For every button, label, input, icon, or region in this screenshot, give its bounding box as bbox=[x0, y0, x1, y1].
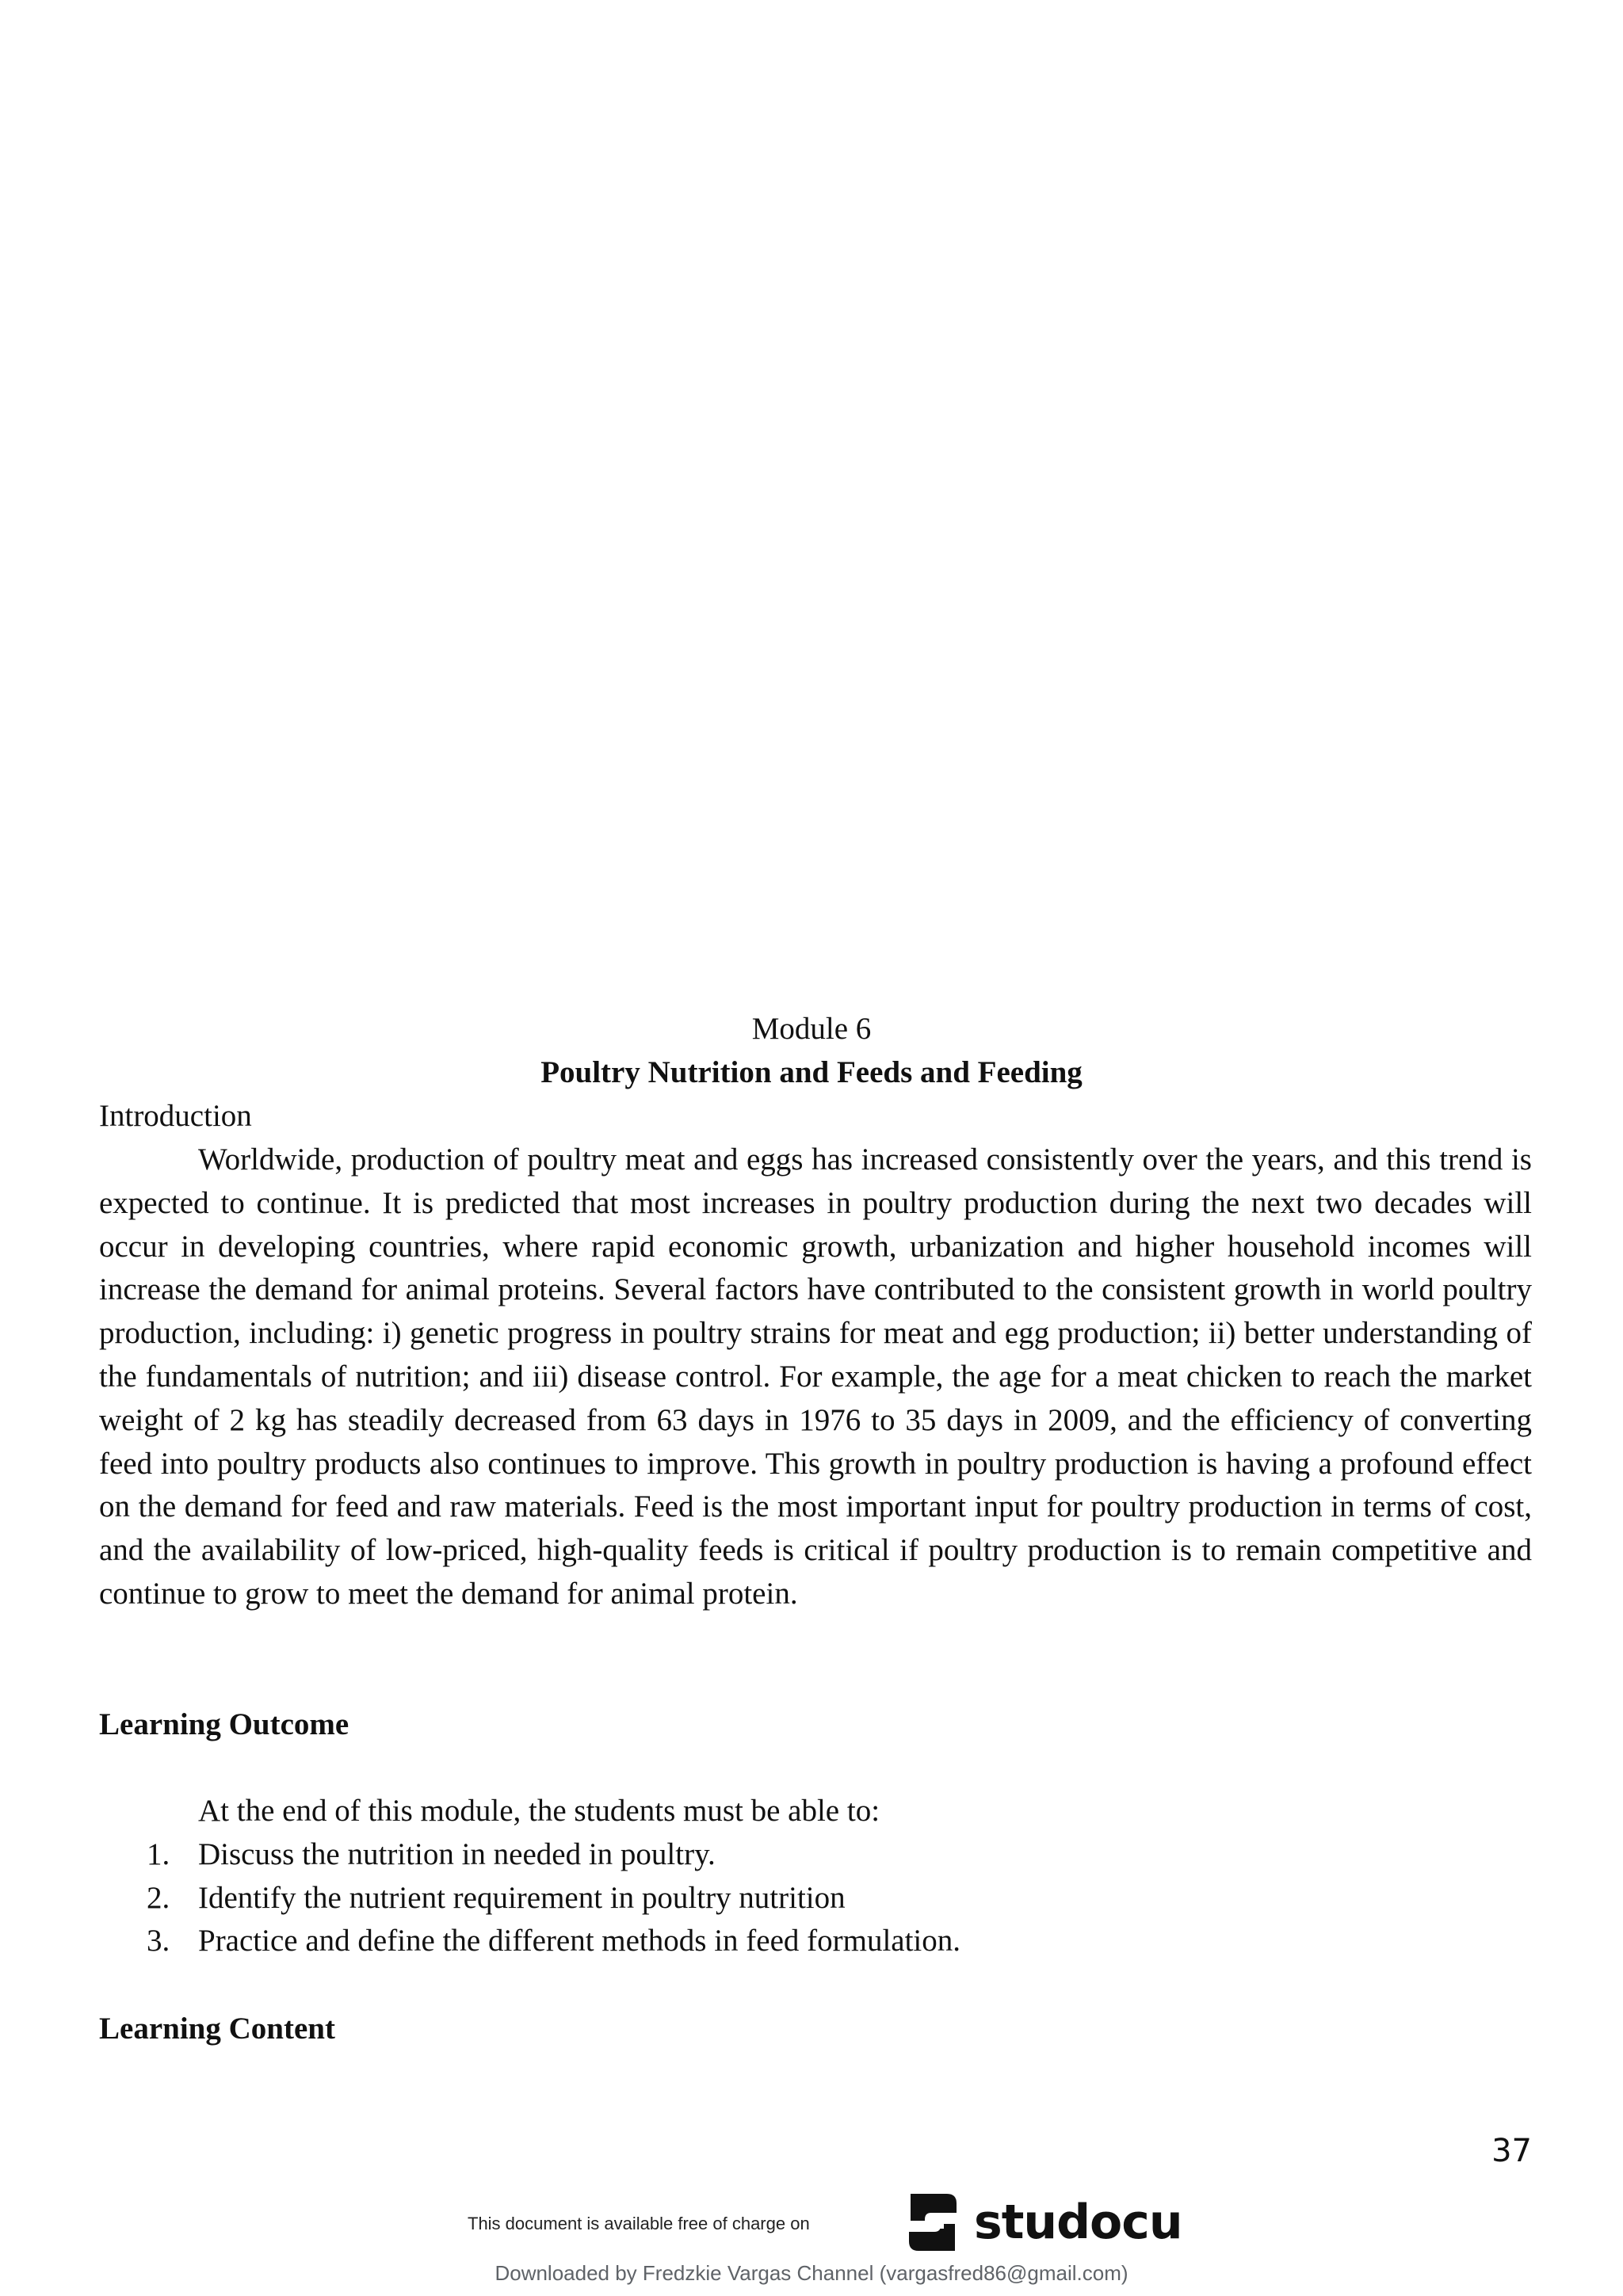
learning-outcome-list bbox=[99, 1833, 1532, 1963]
list-item-text: Identify the nutrient requirement in poultry nutrition bbox=[198, 1880, 846, 1915]
introduction-paragraph: Worldwide, production of poultry meat and eggs has increased consistently over the years, and this trend is expected to continue. It is predicted that most increases in poultry production during the next two decades will occur in developing countries, where rapid economic growth, urbanization and higher household incomes will increase the demand for animal proteins. Several factors have contributed to the consistent growth in world poultry production, including: i) genetic progress in poultry strains for meat and egg production; ii) better understanding of the fundamentals of nutrition; and iii) disease control. For example, the age for a meat chicken to reach the market weight of 2 kg has steadily decreased from 63 days in 1976 to 35 days in 2009, and the efficiency of converting feed into poultry products also continues to improve. This growth in poultry production is having a profound effect on the demand for feed and raw materials. Feed is the most important input for poultry production in terms of cost, and the availability of low-priced, high-quality feeds is critical if poultry production is to remain competitive and continue to grow to meet the demand for animal protein. bbox=[99, 1142, 1532, 1611]
list-item bbox=[99, 1833, 1532, 1877]
list-item-text: Practice and define the different methods in feed formulation. bbox=[198, 1924, 961, 1958]
list-item-number: 1. bbox=[147, 1837, 170, 1871]
learning-outcome-intro: At the end of this module, the students must be able to: bbox=[198, 1794, 880, 1828]
studocu-logo[interactable] bbox=[899, 2187, 1182, 2258]
footer-downloaded-text: Downloaded by Fredzkie Vargas Channel (vargasfred86@gmail.com) bbox=[495, 2261, 1128, 2285]
list-item-number: 3. bbox=[147, 1924, 170, 1958]
introduction-heading: Introduction bbox=[99, 1099, 252, 1133]
learning-content-heading: Learning Content bbox=[99, 2012, 335, 2046]
list-item bbox=[99, 1877, 1532, 1920]
studocu-brand-text: studocu bbox=[974, 2195, 1182, 2250]
footer-available-text: This document is available free of charge on bbox=[468, 2214, 810, 2233]
list-item-text: Discuss the nutrition in needed in poultry. bbox=[198, 1837, 716, 1871]
learning-outcome-heading: Learning Outcome bbox=[99, 1707, 349, 1741]
module-title: Poultry Nutrition and Feeds and Feeding bbox=[540, 1055, 1083, 1089]
list-item-number: 2. bbox=[147, 1880, 170, 1915]
module-number: Module 6 bbox=[751, 1012, 872, 1046]
studocu-logo-icon bbox=[899, 2189, 966, 2256]
list-item bbox=[99, 1920, 1532, 1963]
page-number: 37 bbox=[1491, 2133, 1532, 2169]
